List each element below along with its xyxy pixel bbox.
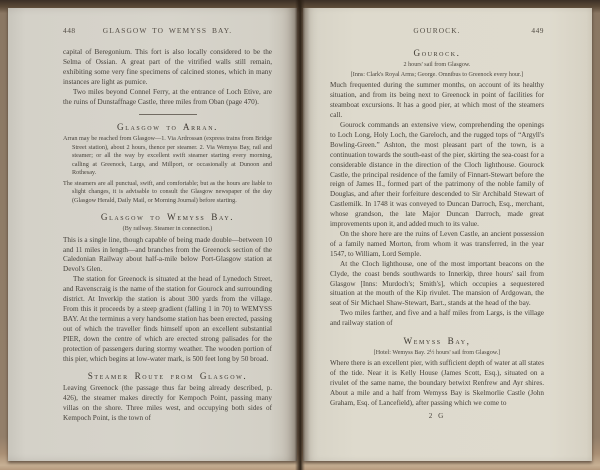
p448-smallprint-4: Arran may be reached from Glasgow—1. Via Ardrossan (express trains from Bridge Street station), about 2 hours, thence per steamer. 2. Via Wemyss Bay, rail and steamer; or all the way by excellent swift steamer starting every morning, calling at Greenock, Largs, and Millport, or occasionally at Dunoon and Rothesay. <box>63 135 272 177</box>
p448-heading-6: Glasgow to Wemyss Bay. <box>100 212 235 223</box>
page-left-content <box>63 48 272 424</box>
p448-rule-2 <box>139 114 197 115</box>
page-number-right: 449 <box>531 26 544 35</box>
p449-heading-0: Gourock. <box>413 48 461 58</box>
p448-heading-3: Glasgow to Arran. <box>116 122 219 133</box>
p448-subnote-7: (By railway. Steamer in connection.) <box>122 226 213 233</box>
p449-para-7: Two miles farther, and five and a half miles from Largs, is the village and railway station of <box>330 309 544 328</box>
p449-para-6: At the Cloch lighthouse, one of the most important beacons on the Clyde, the coast bends southwards to Innerkip, three hours' sail from Glasgow [Inns: Murdoch's; Smith's], which occupies a sequestered situation at the mouth of the Kip rivulet. The mansion of Ardgowan, the seat of Sir Michael Shaw-Stewart, Bart., stands at the head of the bay. <box>330 259 544 308</box>
p448-smallprint-5: The steamers are all punctual, swift, and comfortable; but as the hours are liable to slight changes, it is advisable to consult the Glasgow newspaper of the day (Glasgow Herald, Daily Mail, or Morning Journal) before starting. <box>63 179 272 204</box>
p448-para-1: Two miles beyond Connel Ferry, at the entrance of Loch Etive, are the ruins of Dunstaffnage Castle, three miles from Oban (page 470). <box>63 87 272 106</box>
p449-subnote-2: [Inns: Clark's Royal Arms; George. Omnibus to Greenock every hour.] <box>350 72 524 79</box>
book-gutter <box>295 0 305 470</box>
p449-sig-11: 2 G <box>428 411 446 420</box>
page-right-449 <box>303 8 592 461</box>
p448-para-8: This is a single line, though capable of being made double—between 10 and 11 miles in length—and branches from the Greenock section of the Caledonian Railway about half-a-mile below Port-Glasgow station at Devol's Glen. <box>63 235 272 274</box>
p449-subnote-1: 2 hours' sail from Glasgow. <box>403 62 471 68</box>
page-header-right <box>330 26 544 35</box>
page-number-left: 448 <box>63 26 76 35</box>
running-head-right: GOUROCK. <box>413 26 461 35</box>
p449-para-10: Where there is an excellent pier, with sufficient depth of water at all states of the tide. Near it is Kelly House (James Scott, Esq.), situated on a rivulet of the same name, the boundary betwixt Renfrew and Ayr shires. About a mile and a half from Wemyss Bay is Skelmorlie Castle (John Graham, Esq. of Lancefield), after passing which we come to <box>330 359 544 407</box>
p448-para-11: Leaving Greenock (the passage thus far being already described, p. 426), the steamer makes directly for Kempoch Point, passing many villas on the shore. Three miles west, and occupying both sides of Kempoch Point, is the town of <box>63 384 272 423</box>
p449-subnote-9: [Hotel: Wemyss Bay. 2½ hours' sail from Glasgow.] <box>373 350 501 357</box>
page-header-left <box>63 26 272 35</box>
p449-para-4: Gourock commands an extensive view, comprehending the openings to Loch Long, Holy Loch, the Gareloch, and the rugged tops of “Argyll's Bowling-Green.” Ashton, the most pleasant part of the town, is a continuation towards the south-east of the pier, skirting the sea-coast for a considerable distance in the direction of the Cloch lighthouse. Gourock Castle, the principal residence of the family of Finnart-Stewart before the reign of James II., formed part of the patrimony of the noble family of Douglas, and after their forfeiture descended to Sir Archibald Stewart of Castlemilk. In 1748 it was conveyed to Duncan Darroch, Esq., merchant, whose grandson, the late Major Duncan Darroch, made great improvements upon it, and added much to its value. <box>330 121 544 229</box>
page-left-448 <box>8 8 297 461</box>
p448-para-0: capital of Beregonium. This fort is also locally considered to be the Selma of Ossian. A great part of the vitrified walls still remain, exhibiting some very fine specimens of calcined stones, which in many instances are light as pumice. <box>63 48 272 86</box>
p448-heading-10: Steamer Route from Glasgow. <box>87 371 248 382</box>
p449-para-3: Much frequented during the summer months, on account of its healthy situation, and from its being next to Greenock in point of facilities for steamboat excursions. It has a good pier, at which most of the steamers call. <box>330 81 544 120</box>
p449-para-5: On the shore here are the ruins of Leven Castle, an ancient possession of a family named Morton, from whom it was transferred, in the year 1547, to William, Lord Semple. <box>330 230 544 258</box>
p448-para-9: The station for Greenock is situated at the head of Lynedoch Street, and Ravenscraig is the name of the station for Gourock and surrounding district. At Inverkip the station is about 300 yards from the village. From this it proceeds by a steep gradient (falling 1 in 70) to WEMYSS BAY. At the terminus a very handsome station has been erected, passing out of which the traveller finds himself upon an excellent substantial PIER, down the centre of which are erected strong palisades for the protection of passengers during stormy weather. The wooden portion of this pier, which begins at low-water mark, is 500 feet long by 50 broad. <box>63 275 272 363</box>
p449-heading-8: Wemyss Bay, <box>403 336 471 347</box>
page-right-content <box>330 48 544 420</box>
running-head-left: GLASGOW TO WEMYSS BAY. <box>102 26 233 35</box>
